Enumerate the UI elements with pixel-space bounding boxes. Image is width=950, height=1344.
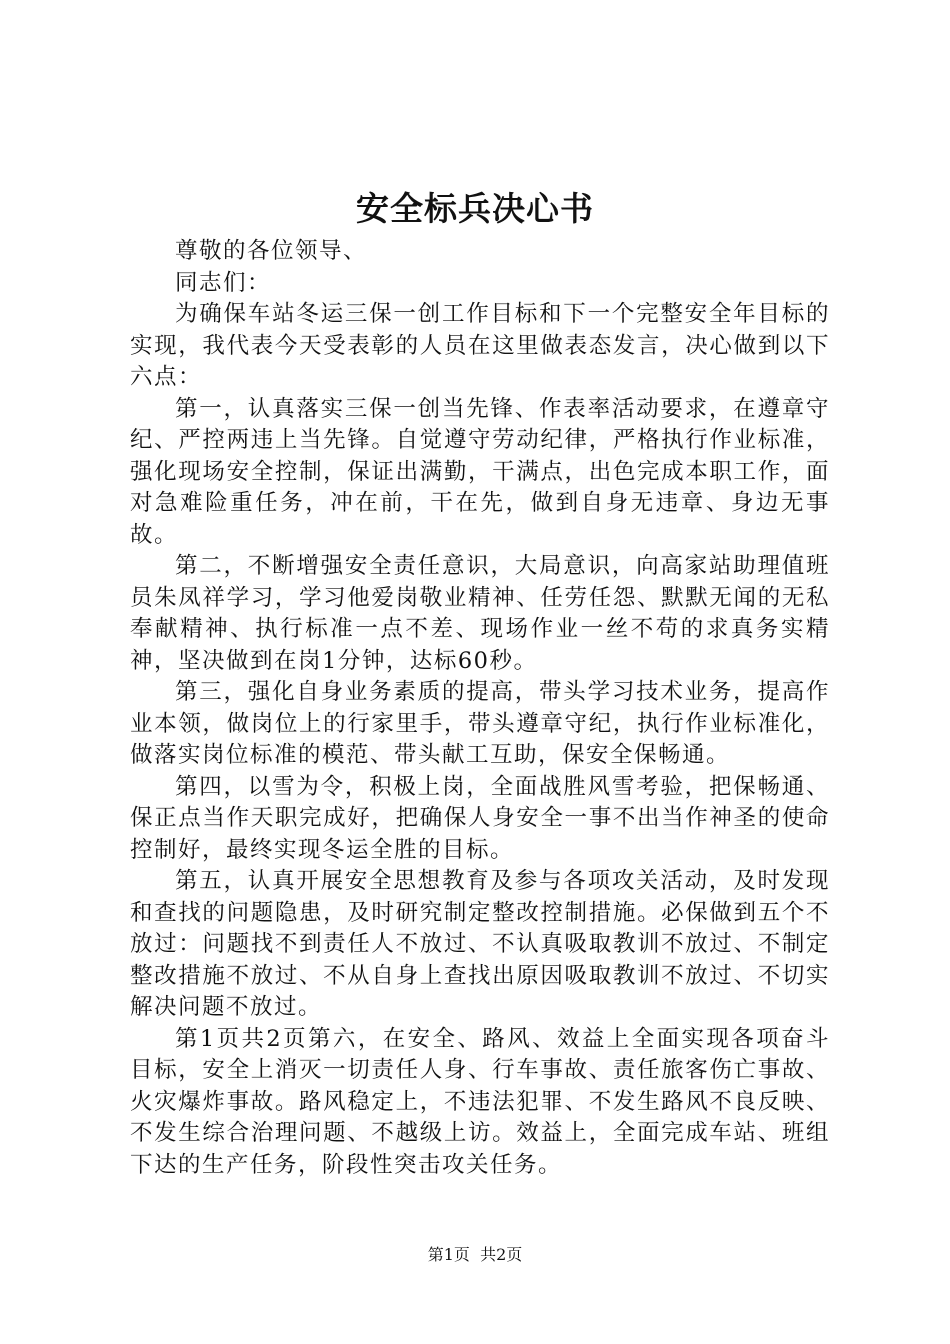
point-two-paragraph: 第二，不断增强安全责任意识，大局意识，向高家站助理值班员朱凤祥学习，学习他爱岗敬业精神、任劳任怨、默默无闻的无私奉献精神、执行标准一点不差、现场作业一丝不苟的求真务实精神，坚决做到在岗1分钟，达标60秒。 (130, 553, 830, 674)
salutation-line: 尊敬的各位领导、 (175, 238, 368, 264)
page-number: 第1页 (427, 1245, 470, 1264)
point-four-paragraph: 第四，以雪为令，积极上岗，全面战胜风雪考验，把保畅通、保正点当作天职完成好，把确保人身安全一事不出当作神圣的使命控制好，最终实现冬运全胜的目标。 (130, 773, 830, 863)
intro-paragraph: 为确保车站冬运三保一创工作目标和下一个完整安全年目标的实现，我代表今天受表彰的人员在这里做表态发言，决心做到以下六点： (130, 301, 830, 390)
point-one-paragraph: 第一，认真落实三保一创当先锋、作表率活动要求，在遵章守纪、严控两违上当先锋。自觉遵守劳动纪律，严格执行作业标准，强化现场安全控制，保证出满勤，干满点，出色完成本职工作，面对急难险重任务，冲在前，干在先，做到自身无违章、身边无事故。 (130, 395, 830, 548)
document-body (130, 236, 830, 1181)
footer-spacer (470, 1245, 480, 1264)
document-title: 安全标兵决心书 (356, 189, 594, 228)
point-six-paragraph: 第1页共2页第六，在安全、路风、效益上全面实现各项奋斗目标，安全上消灭一切责任人身、行车事故、责任旅客伤亡事故、火灾爆炸事故。路风稳定上，不违法犯罪、不发生路风不良反映、不发生综合治理问题、不越级上访。效益上，全面完成车站、班组下达的生产任务，阶段性突击攻关任务。 (130, 1025, 830, 1178)
point-three-paragraph: 第三，强化自身业务素质的提高，带头学习技术业务，提高作业本领，做岗位上的行家里手，带头遵章守纪，执行作业标准化，做落实岗位标准的模范、带头献工互助，保安全保畅通。 (130, 679, 830, 768)
salutation-line: 同志们： (175, 269, 272, 296)
page-footer (0, 1244, 950, 1266)
page-total: 共2页 (480, 1245, 523, 1264)
point-five-paragraph: 第五，认真开展安全思想教育及参与各项攻关活动，及时发现和查找的问题隐患，及时研究制定整改控制措施。必保做到五个不放过：问题找不到责任人不放过、不认真吸取教训不放过、不制定整改措施不放过、不从自身上查找出原因吸取教训不放过、不切实解决问题不放过。 (130, 868, 830, 1020)
